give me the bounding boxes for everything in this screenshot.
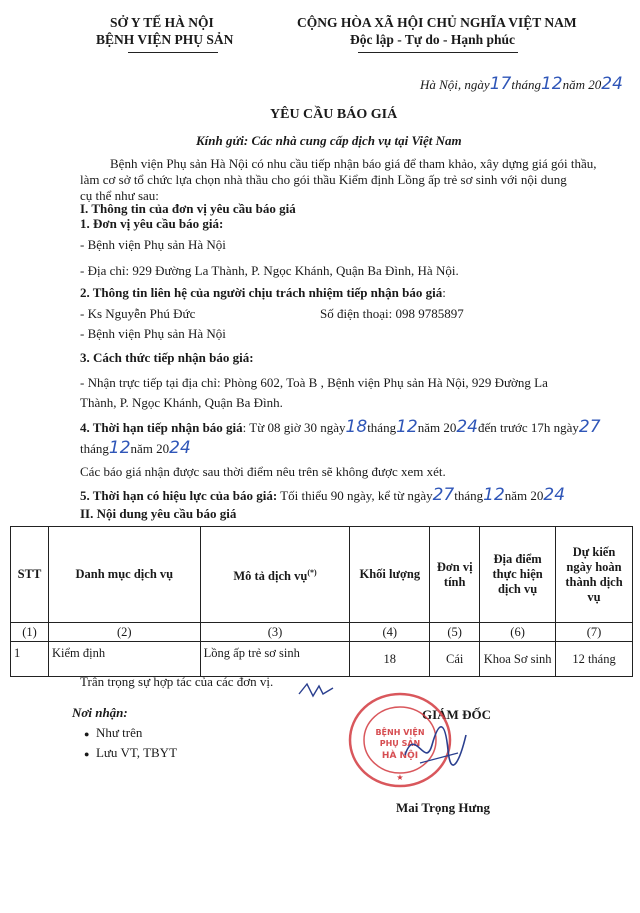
list-item [84, 745, 177, 765]
col-number: (3) [200, 623, 350, 642]
recipient-item: Như trên [95, 725, 143, 740]
date-year-handwritten: 24 [601, 74, 623, 94]
cell-quantity: 18 [350, 642, 430, 677]
s5-text-c: năm 20 [504, 488, 544, 503]
nation-title: CỘNG HÒA XÃ HỘI CHỦ NGHĨA VIỆT NAM [297, 15, 577, 30]
section-1-heading: I. Thông tin của đơn vị yêu cầu báo giá [80, 201, 296, 216]
s3-title: 3. Cách thức tiếp nhận báo giá: [80, 350, 254, 365]
col-header-description-label: Mô tả dịch vụ [233, 569, 308, 584]
col-number: (5) [430, 623, 480, 642]
bullet-icon: ● [84, 749, 90, 760]
signer-name: Mai Trọng Hưng [396, 800, 490, 815]
cell-stt: 1 [11, 642, 49, 677]
col-number: (1) [11, 623, 49, 642]
col-header-location: Địa điểm thực hiện dịch vụ [480, 527, 556, 623]
stamp-text: BỆNH VIỆN [375, 728, 425, 737]
table-row [11, 642, 633, 677]
s5-title: 5. Thời hạn có hiệu lực của báo giá: [80, 488, 278, 503]
date-month-label: tháng [511, 77, 541, 92]
s4-month1-handwritten: 12 [396, 417, 418, 437]
recipient-item: Lưu VT, TBYT [95, 745, 178, 760]
col-header-stt: STT [11, 527, 49, 623]
col-number: (7) [556, 623, 633, 642]
col-number: (6) [480, 623, 556, 642]
s2-person: - Ks Nguyễn Phú Đức [80, 306, 196, 321]
cell-location: Khoa Sơ sinh [480, 642, 556, 677]
s4-text-a: : Từ 08 giờ 30 ngày [242, 420, 346, 435]
s4-text-c: năm 20 [417, 420, 457, 435]
col-number: (4) [350, 623, 430, 642]
cell-description: Lồng ấp trẻ sơ sinh [200, 642, 350, 677]
s2-title: 2. Thông tin liên hệ của người chịu trách nhiệm tiếp nhận báo giá [80, 285, 443, 300]
col-header-quantity: Khối lượng [350, 527, 430, 623]
header-underline-left [128, 52, 218, 53]
stamp-text: HÀ NỘI [381, 751, 419, 761]
recipients-title: Nơi nhận: [72, 705, 128, 720]
s4-note: Các báo giá nhận được sau thời điểm nêu trên sẽ không được xem xét. [80, 464, 446, 479]
s4-year2-handwritten: 24 [169, 438, 191, 458]
s5-month-handwritten: 12 [483, 485, 505, 505]
quote-table [10, 526, 633, 677]
s4-line-2 [80, 440, 191, 457]
s4-line-1 [80, 419, 601, 436]
bullet-icon: ● [84, 729, 90, 740]
s4-text-b: tháng [367, 420, 397, 435]
s5-text-b: tháng [454, 488, 484, 503]
date-place: Hà Nội, ngày [420, 77, 490, 92]
initial-mark-icon [297, 680, 337, 700]
table-header-row [11, 527, 633, 623]
hospital-name: BỆNH VIỆN PHỤ SẢN [96, 32, 234, 47]
s5-day-handwritten: 27 [432, 485, 455, 505]
cell-completion: 12 tháng [556, 642, 633, 677]
date-day-handwritten: 17 [489, 74, 512, 94]
intro-line-1: Bệnh viện Phụ sản Hà Nội có nhu cầu tiếp nhận báo giá để tham khảo, xây dựng giá gói thầu, [110, 156, 597, 171]
s2-title-line [80, 285, 446, 301]
date-line [420, 76, 623, 93]
table-number-row [11, 623, 633, 642]
header-underline-right [358, 52, 518, 53]
s4-text-d: đến trước 17h ngày [478, 420, 579, 435]
s4-month2-handwritten: 12 [108, 438, 131, 458]
stamp-text: PHỤ SẢN [379, 739, 421, 748]
date-month-handwritten: 12 [540, 74, 563, 94]
cell-service: Kiểm định [48, 642, 200, 677]
s1-address: - Địa chỉ: 929 Đường La Thành, P. Ngọc Khánh, Quận Ba Đình, Hà Nội. [80, 263, 459, 278]
s4-text-f: năm 20 [130, 441, 170, 456]
col-header-description [200, 527, 350, 623]
s3-line-2: Thành, P. Ngọc Khánh, Quận Ba Đình. [80, 395, 283, 410]
s4-day1-handwritten: 18 [345, 417, 368, 437]
recipients-list [84, 725, 177, 765]
s4-year1-handwritten: 24 [456, 417, 478, 437]
s1-title: 1. Đơn vị yêu cầu báo giá: [80, 216, 224, 231]
motto: Độc lập - Tự do - Hạnh phúc [350, 32, 516, 47]
col-header-completion: Dự kiến ngày hoàn thành dịch vụ [556, 527, 633, 623]
page-title: YÊU CẦU BÁO GIÁ [270, 107, 398, 122]
s2-org: - Bệnh viện Phụ sản Hà Nội [80, 326, 226, 341]
signature-scribble-icon [400, 715, 470, 775]
s1-org: - Bệnh viện Phụ sản Hà Nội [80, 237, 226, 252]
col-header-service: Danh mục dịch vụ [48, 527, 200, 623]
cell-unit: Cái [430, 642, 480, 677]
date-year-label: năm 20 [562, 77, 602, 92]
s3-line-1: - Nhận trực tiếp tại địa chỉ: Phòng 602, Toà B , Bệnh viện Phụ sản Hà Nội, 929 Đường La [80, 375, 548, 390]
s4-day2-handwritten: 27 [578, 417, 601, 437]
section-2-heading: II. Nội dung yêu cầu báo giá [80, 506, 237, 521]
s2-phone: Số điện thoại: 098 9785897 [320, 306, 464, 321]
intro-line-3: cụ thể như sau: [80, 188, 159, 203]
s4-text-e: tháng [80, 441, 109, 456]
list-item [84, 725, 177, 745]
recipient-line: Kính gửi: Các nhà cung cấp dịch vụ tại Việt Nam [196, 133, 462, 148]
stamp-star-icon: ★ [396, 773, 404, 782]
col-header-unit: Đơn vị tính [430, 527, 480, 623]
s4-title: 4. Thời hạn tiếp nhận báo giá [80, 420, 243, 435]
s5-line [80, 487, 565, 504]
col-header-description-note: (*) [307, 567, 317, 577]
s5-year-handwritten: 24 [543, 485, 566, 505]
agency-name: SỞ Y TẾ HÀ NỘI [110, 15, 214, 30]
intro-line-2: làm cơ sở tổ chức lựa chọn nhà thầu cho gói thầu Kiểm định Lồng ấp trẻ sơ sinh với nội dung [80, 172, 567, 187]
signature-role: GIÁM ĐỐC [422, 707, 491, 722]
s5-text-a: Tối thiểu 90 ngày, kể từ ngày [277, 488, 433, 503]
s2-title-tail: : [442, 285, 446, 300]
col-number: (2) [48, 623, 200, 642]
closing-line: Trân trọng sự hợp tác của các đơn vị. [80, 674, 274, 689]
